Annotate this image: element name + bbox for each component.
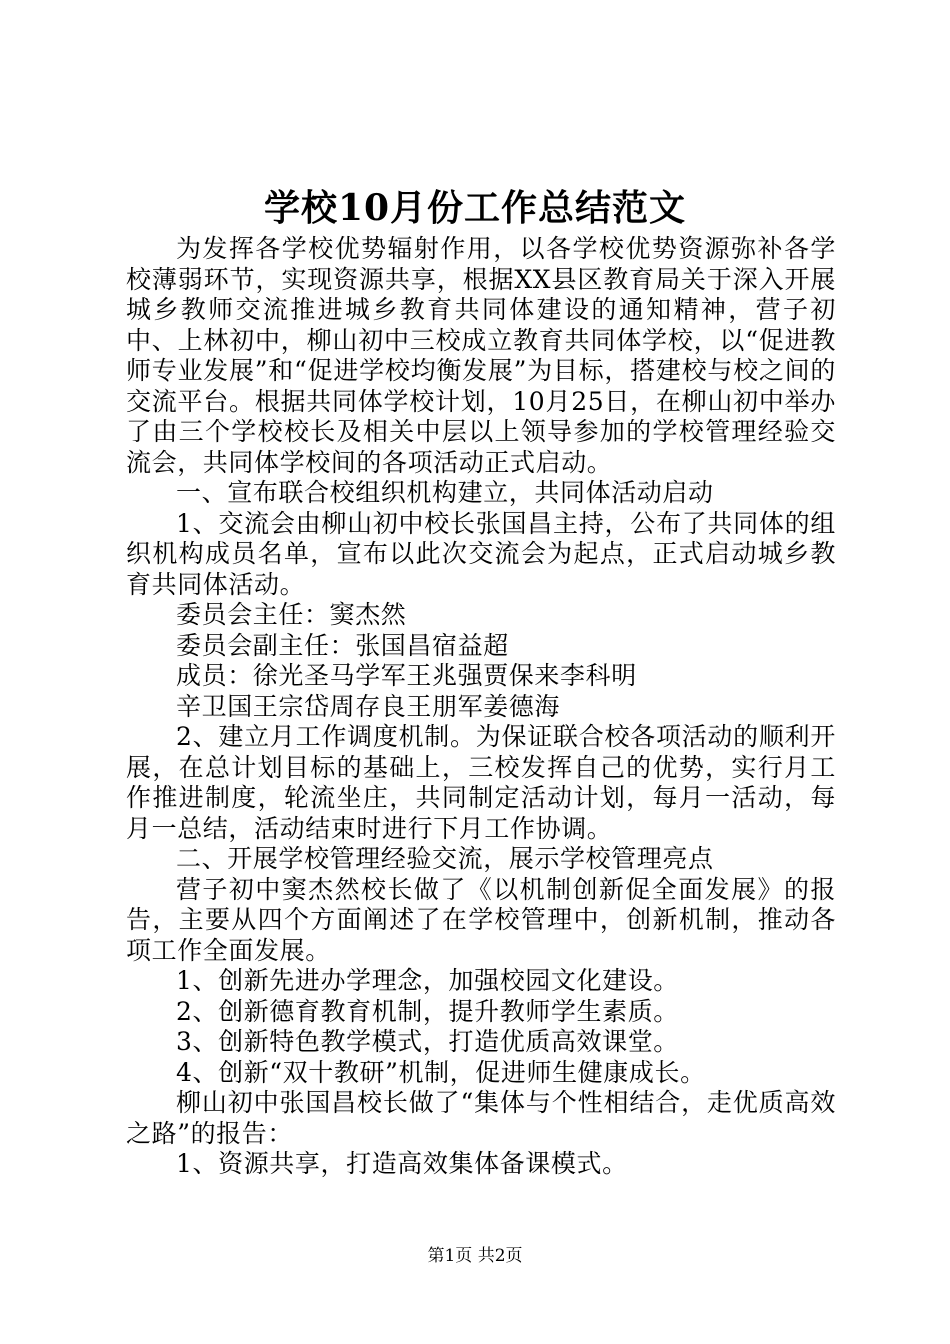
list-item: 4、创新“双十教研”机制，促进师生健康成长。 (176, 1057, 706, 1087)
paragraph-item-1: 1、交流会由柳山初中校长张国昌主持，公布了共同体的组织机构成员名单，宣布以此次交流会为起点，正式启动城乡教育共同体活动。 (126, 508, 836, 599)
list-item: 1、资源共享，打造高效集体备课模式。 (176, 1149, 628, 1178)
committee-deputy-director: 委员会副主任：张国昌宿益超 (176, 630, 509, 660)
section-heading-1: 一、宣布联合校组织机构建立，共同体活动启动 (176, 478, 714, 507)
section-heading-2: 二、开展学校管理经验交流，展示学校管理亮点 (176, 844, 714, 873)
committee-members: 成员：徐光圣马学军王兆强贾保来李科明 (176, 661, 637, 690)
committee-director: 委员会主任：窦杰然 (176, 600, 407, 629)
paragraph-item-2: 2、建立月工作调度机制。为保证联合校各项活动的顺利开展，在总计划目标的基础上，三校发挥自己的优势，实行月工作推进制度，轮流坐庄，共同制定活动计划，每月一活动，每月一总结，活动结束时进行下月工作协调。 (126, 722, 836, 843)
committee-members-continued: 辛卫国王宗岱周存良王朋军姜德海 (176, 691, 561, 721)
paragraph-report-1: 营子初中窦杰然校长做了《以机制创新促全面发展》的报告，主要从四个方面阐述了在学校管理中，创新机制，推动各项工作全面发展。 (126, 874, 836, 965)
page-footer: 第1页 共2页 (427, 1246, 523, 1266)
list-item: 2、创新德育教育机制，提升教师学生素质。 (176, 996, 679, 1026)
document-body (126, 234, 836, 1180)
document-title: 学校10月份工作总结范文 (263, 187, 687, 229)
list-item: 3、创新特色教学模式，打造优质高效课堂。 (176, 1027, 679, 1056)
paragraph-report-2: 柳山初中张国昌校长做了“集体与个性相结合，走优质高效之路”的报告： (126, 1088, 836, 1148)
list-item: 1、创新先进办学理念，加强校园文化建设。 (176, 966, 679, 995)
paragraph-intro: 为发挥各学校优势辐射作用，以各学校优势资源弥补各学校薄弱环节，实现资源共享，根据XX县区教育局关于深入开展城乡教师交流推进城乡教育共同体建设的通知精神，营子初中、上林初中，柳山初中三校成立教育共同体学校，以“促进教师专业发展”和“促进学校均衡发展”为目标，搭建校与校之间的交流平台。根据共同体学校计划，10月25日，在柳山初中举办了由三个学校校长及相关中层以上领导参加的学校管理经验交流会，共同体学校间的各项活动正式启动。 (126, 234, 836, 477)
